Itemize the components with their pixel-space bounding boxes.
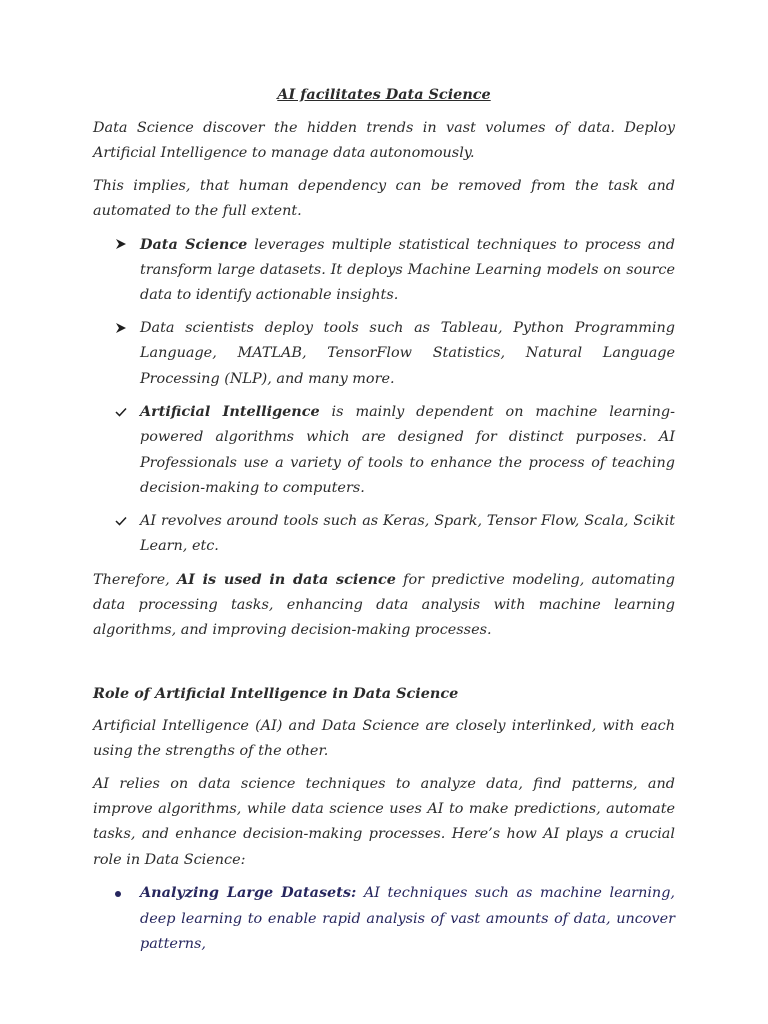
list-item-bold: Data Science xyxy=(140,235,248,253)
list-item-text: is mainly dependent on machine learning-powered algorithms which are designed for distinct purposes. AI Professionals use a variety of tools to enhance the process of teaching decision-making to computers. xyxy=(140,404,675,497)
list-item-bold: Analyzing Large Datasets: xyxy=(140,884,357,902)
intro-paragraph-1: Data Science discover the hidden trends in vast volumes of data. Deploy Artificial Intelligence to manage data autonomously. xyxy=(93,120,675,162)
therefore-pre: Therefore, xyxy=(93,571,177,588)
check-bullet-icon xyxy=(115,399,131,424)
check-bullet-icon xyxy=(115,509,131,534)
list-item xyxy=(93,399,675,502)
list-item-bold: Artificial Intelligence xyxy=(140,403,320,421)
arrow-bullet-list xyxy=(93,232,675,392)
dot-bullet-icon xyxy=(115,880,131,905)
list-item-text: Data scientists deploy tools such as Tableau, Python Programming Language, MATLAB, TensorFlow Statistics, Natural Language Processing (NLP), and many more. xyxy=(140,319,675,387)
dot-bullet-list xyxy=(93,880,675,957)
list-item xyxy=(93,232,675,309)
list-item-text: leverages multiple statistical techniques to process and transform large datasets. It deploys Machine Learning models on source data to identify actionable insights. xyxy=(140,236,675,304)
document-title: AI facilitates Data Science xyxy=(277,86,491,103)
role-paragraph-1: Artificial Intelligence (AI) and Data Science are closely interlinked, with each using the strengths of the other. xyxy=(93,717,675,760)
arrowhead-bullet-icon xyxy=(115,232,131,257)
list-item xyxy=(93,880,675,957)
check-bullet-list xyxy=(93,399,675,559)
document-page xyxy=(93,82,675,964)
list-item-text: AI revolves around tools such as Keras, Spark, Tensor Flow, Scala, Scikit Learn, etc. xyxy=(140,512,675,555)
arrowhead-bullet-icon xyxy=(115,316,131,341)
list-item-text: AI techniques such as machine learning, deep learning to enable rapid analysis of vast amounts of data, uncover patterns, xyxy=(140,885,675,952)
role-paragraph-2: AI relies on data science techniques to analyze data, find patterns, and improve algorithms, while data science uses AI to make predictions, automate tasks, and enhance decision-making processes. Here’s how AI plays a crucial role in Data Science: xyxy=(93,775,675,868)
therefore-paragraph xyxy=(93,567,675,644)
intro-paragraph-2: This implies, that human dependency can be removed from the task and automated to the full extent. xyxy=(93,177,675,220)
list-item xyxy=(93,509,675,560)
therefore-post: for predictive modeling, automating data processing tasks, enhancing data analysis with machine learning algorithms, and improving decision-making processes. xyxy=(93,571,675,639)
list-item xyxy=(93,316,675,392)
section-heading: Role of Artificial Intelligence in Data Science xyxy=(93,684,459,702)
therefore-bold: AI is used in data science xyxy=(177,570,396,588)
